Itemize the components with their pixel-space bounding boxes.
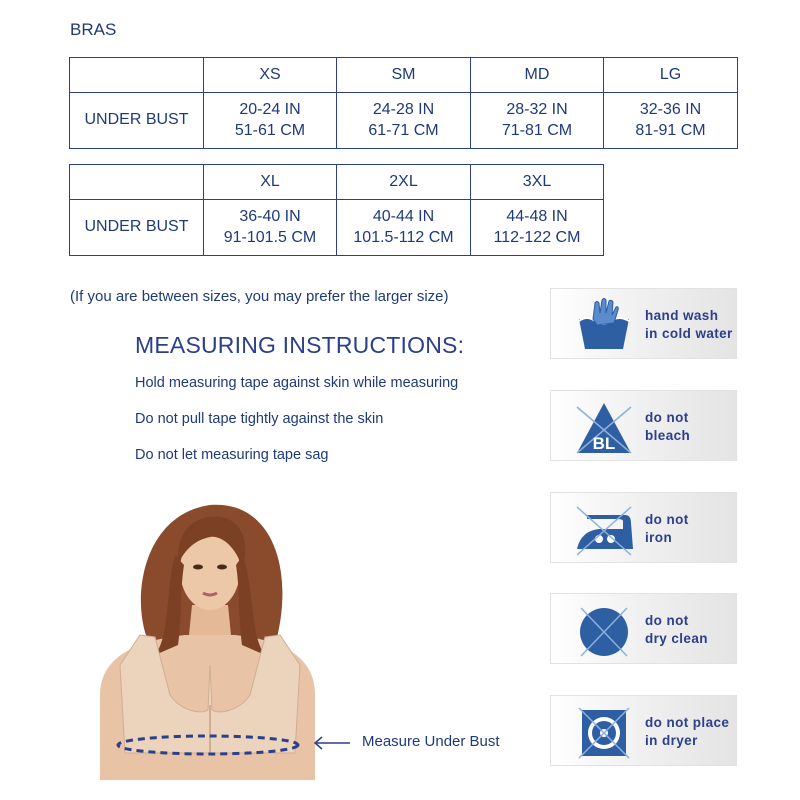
table-row — [70, 93, 738, 149]
table-header-row — [70, 58, 738, 93]
table-cell — [204, 93, 337, 149]
cell-inches: 40-44 IN — [372, 207, 435, 225]
no-tumble-dry-icon — [573, 704, 635, 760]
model-figure-image — [60, 495, 320, 780]
arrow-left-icon — [312, 735, 352, 751]
cell-inches: 28-32 IN — [506, 100, 568, 118]
care-panel-hand-wash — [550, 288, 737, 359]
table-header-cell: XS — [204, 58, 337, 93]
no-dry-clean-icon — [573, 602, 635, 658]
table-header-cell: XL — [204, 165, 337, 200]
table-header-cell: MD — [471, 58, 604, 93]
table-cell — [471, 93, 604, 149]
table-header-cell: 2XL — [337, 165, 471, 200]
no-bleach-icon-text: BL — [592, 434, 616, 453]
measure-under-bust-label: Measure Under Bust — [362, 733, 500, 750]
cell-cm: 91-101.5 CM — [223, 228, 317, 246]
cell-inches: 24-28 IN — [372, 100, 435, 118]
page-title: BRAS — [70, 20, 117, 39]
table-cell — [471, 200, 604, 256]
cell-cm: 51-61 CM — [234, 121, 306, 139]
table-header-row — [70, 165, 604, 200]
table-header-cell — [70, 165, 204, 200]
size-table-xl-3xl — [69, 164, 604, 256]
table-header-cell: LG — [604, 58, 738, 93]
cell-inches: 20-24 IN — [239, 100, 301, 118]
cell-cm: 101.5-112 CM — [353, 228, 454, 246]
row-label: UNDER BUST — [70, 93, 204, 149]
care-label-line1: do not — [645, 410, 689, 425]
care-label-line2: dry clean — [645, 631, 708, 646]
no-iron-icon — [573, 501, 635, 557]
care-panel-no-bleach — [550, 390, 737, 461]
table-header-cell: SM — [337, 58, 471, 93]
row-label: UNDER BUST — [70, 200, 204, 256]
cell-inches: 44-48 IN — [506, 207, 568, 225]
care-label-line2: in dryer — [645, 733, 698, 748]
cell-cm: 112-122 CM — [493, 228, 581, 246]
care-label-line1: do not place — [645, 715, 730, 730]
instructions-title: MEASURING INSTRUCTIONS: — [135, 332, 465, 358]
care-label-line2: iron — [645, 530, 673, 545]
cell-inches: 36-40 IN — [239, 207, 301, 225]
instruction-line: Do not pull tape tightly against the skin — [135, 411, 384, 427]
table-header-cell: 3XL — [471, 165, 604, 200]
care-label-line2: in cold water — [645, 326, 733, 341]
cell-cm: 81-91 CM — [635, 121, 706, 139]
cell-cm: 61-71 CM — [368, 121, 439, 139]
table-header-cell — [70, 58, 204, 93]
cell-inches: 32-36 IN — [639, 100, 702, 118]
care-panel-no-iron — [550, 492, 737, 563]
care-panel-no-dry-clean — [550, 593, 737, 664]
care-label-line1: hand wash — [645, 308, 719, 323]
size-note: (If you are between sizes, you may prefer the larger size) — [70, 288, 449, 305]
instruction-line: Do not let measuring tape sag — [135, 447, 329, 463]
care-label-line2: bleach — [645, 428, 691, 443]
size-table-xs-lg — [69, 57, 738, 149]
hand-wash-icon — [573, 297, 635, 353]
care-panel-no-tumble-dry — [550, 695, 737, 766]
table-cell — [337, 93, 471, 149]
care-label-line1: do not — [645, 613, 689, 628]
table-cell — [604, 93, 738, 149]
table-cell — [204, 200, 337, 256]
care-label-line1: do not — [645, 512, 689, 527]
table-cell — [337, 200, 471, 256]
instruction-line: Hold measuring tape against skin while measuring — [135, 375, 459, 391]
no-bleach-icon — [573, 399, 635, 455]
table-row — [70, 200, 604, 256]
cell-cm: 71-81 CM — [501, 121, 573, 139]
